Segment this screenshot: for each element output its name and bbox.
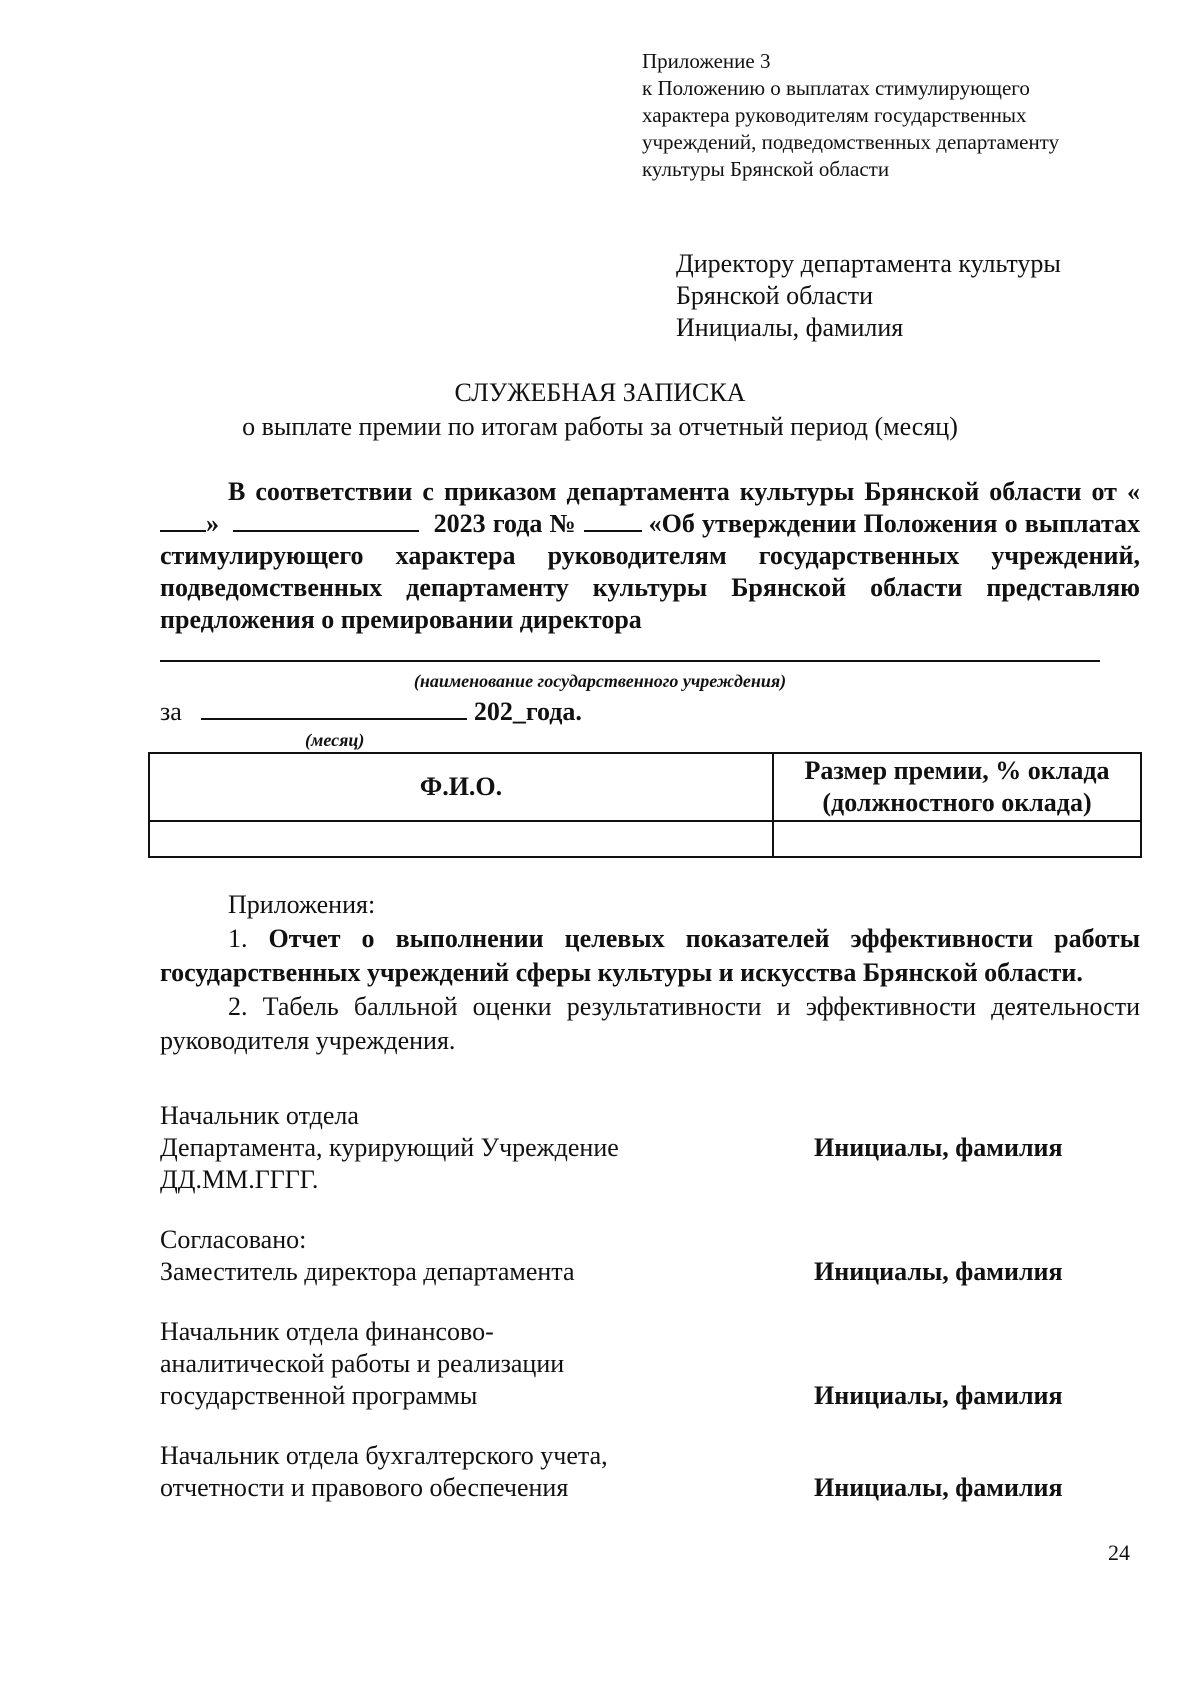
signature-position-line: Начальник отдела bbox=[160, 1101, 359, 1130]
quote-open: « bbox=[1127, 477, 1140, 506]
signature-position-line: Согласовано: bbox=[160, 1225, 307, 1254]
signature-position-line: государственной программы bbox=[160, 1381, 478, 1410]
document-title: СЛУЖЕБНАЯ ЗАПИСКА bbox=[454, 378, 746, 407]
period-line bbox=[160, 696, 582, 727]
page-number: 24 bbox=[1108, 1540, 1130, 1565]
org-name-caption: (наименование государственного учреждения) bbox=[413, 671, 787, 691]
signature-position bbox=[160, 1224, 810, 1288]
attachments-block bbox=[160, 888, 1140, 1058]
attachment-item bbox=[160, 922, 1140, 990]
appendix-line: к Положению о выплатах стимулирующего bbox=[642, 76, 1030, 100]
paragraph-part1: В соответствии с приказом департамента культуры Брянской области от bbox=[228, 477, 1117, 506]
signature-block bbox=[160, 1440, 1140, 1504]
attachment-number: 2. bbox=[228, 992, 248, 1021]
bonus-table bbox=[148, 752, 1142, 858]
signature-name: Инициалы, фамилия bbox=[814, 1133, 1063, 1162]
main-paragraph bbox=[160, 476, 1140, 636]
day-blank bbox=[160, 508, 206, 532]
table-row bbox=[149, 821, 1141, 857]
appendix-header bbox=[642, 48, 1162, 183]
quote-close: » bbox=[206, 509, 219, 538]
signature-block bbox=[160, 1224, 1140, 1288]
addressee-line: Директору департамента культуры bbox=[676, 249, 1061, 278]
number-blank bbox=[584, 508, 642, 532]
appendix-line: Приложение 3 bbox=[642, 49, 771, 73]
signature-name: Инициалы, фамилия bbox=[814, 1381, 1063, 1410]
signature-position-line: отчетности и правового обеспечения bbox=[160, 1473, 569, 1502]
signature-position-line: Заместитель директора департамента bbox=[160, 1257, 575, 1286]
signature-position bbox=[160, 1440, 810, 1504]
table-cell bbox=[149, 821, 773, 857]
period-suffix: 202_года. bbox=[473, 697, 582, 726]
paragraph-part2: «Об утверждении Положения о выплатах стимулирующего характера руководителям государственных учреждений, подведомственных департаменту культуры Брянской области представляю предложения о премировании директора bbox=[160, 509, 1141, 634]
signature-position-line: Начальник отдела финансово- bbox=[160, 1317, 494, 1346]
table-header-bonus bbox=[773, 753, 1141, 821]
addressee-line: Инициалы, фамилия bbox=[676, 313, 904, 342]
attachment-number: 1. bbox=[228, 924, 248, 953]
signature-block bbox=[160, 1316, 1140, 1412]
signature-position-line: ДД.ММ.ГГГГ. bbox=[160, 1165, 319, 1194]
addressee-line: Брянской области bbox=[676, 281, 873, 310]
appendix-line: учреждений, подведомственных департаменту bbox=[642, 130, 1060, 154]
document-subtitle: о выплате премии по итогам работы за отчетный период (месяц) bbox=[242, 412, 958, 441]
month-blank bbox=[233, 508, 419, 532]
attachments-heading: Приложения: bbox=[228, 890, 376, 919]
year-text: 2023 года № bbox=[433, 509, 577, 538]
signature-name: Инициалы, фамилия bbox=[814, 1473, 1063, 1502]
table-header-bonus-line: Размер премии, % оклада bbox=[804, 756, 1110, 785]
table-header-row bbox=[149, 753, 1141, 821]
signature-position-line: аналитической работы и реализации bbox=[160, 1349, 565, 1378]
addressee-block bbox=[676, 248, 1156, 344]
signature-position bbox=[160, 1100, 810, 1196]
signature-position bbox=[160, 1316, 810, 1412]
signature-name: Инициалы, фамилия bbox=[814, 1257, 1063, 1286]
appendix-line: культуры Брянской области bbox=[642, 157, 890, 181]
attachment-item bbox=[160, 990, 1140, 1058]
month-caption: (месяц) bbox=[305, 730, 365, 750]
appendix-line: характера руководителям государственных bbox=[642, 103, 1027, 127]
table-header-fio: Ф.И.О. bbox=[149, 753, 773, 821]
signature-position-line: Департамента, курирующий Учреждение bbox=[160, 1133, 619, 1162]
org-name-line bbox=[160, 660, 1100, 662]
signature-block bbox=[160, 1100, 1140, 1196]
attachment-text: Табель балльной оценки результативности и эффективности деятельности руководителя учреждения. bbox=[160, 992, 1140, 1055]
signature-position-line: Начальник отдела бухгалтерского учета, bbox=[160, 1441, 608, 1470]
table-cell bbox=[773, 821, 1141, 857]
table-header-bonus-line: (должностного оклада) bbox=[822, 788, 1092, 817]
period-month-blank bbox=[201, 696, 467, 720]
attachment-text: Отчет о выполнении целевых показателей эффективности работы государственных учреждений сферы культуры и искусства Брянской области. bbox=[160, 924, 1141, 987]
period-prefix: за bbox=[160, 697, 182, 726]
